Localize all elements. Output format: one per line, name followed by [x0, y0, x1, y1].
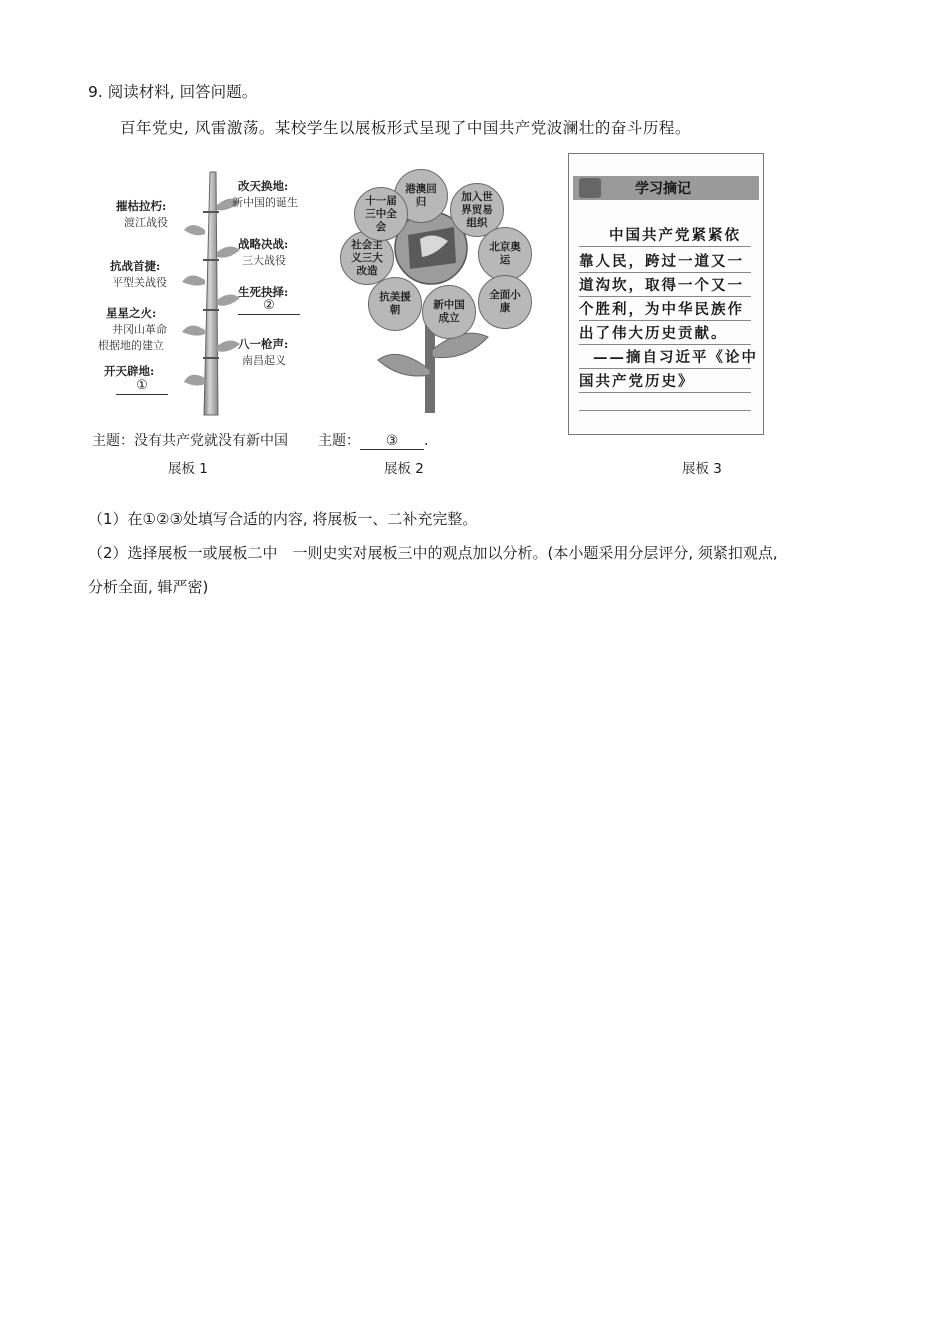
- question-title: 9. 阅读材料, 回答问题。: [88, 83, 258, 101]
- petal: 新中国成立: [422, 285, 476, 339]
- notes-line: 个胜利，为中华民族作: [579, 300, 751, 321]
- notes-header: [573, 176, 759, 200]
- board1-caption: 展板 1: [168, 461, 208, 477]
- board3-caption: 展板 3: [682, 461, 722, 477]
- board1-label: 抗战首捷:: [110, 259, 161, 273]
- question-intro: 百年党史, 风雷激荡。某校学生以展板形式呈现了中国共产党波澜壮的奋斗历程。: [120, 119, 691, 137]
- petal: 全面小康: [478, 275, 532, 329]
- board1-label: 摧枯拉朽:: [116, 199, 167, 213]
- petal: 抗美援朝: [368, 277, 422, 331]
- board-3-notes: [568, 153, 764, 435]
- board1-sub: 南昌起义: [242, 354, 286, 367]
- board1-label: 星星之火:: [106, 306, 157, 320]
- board-1-bamboo: [92, 160, 322, 422]
- notes-blank-line: [579, 400, 751, 411]
- board1-theme: 主题：没有共产党就没有新中国: [92, 433, 288, 449]
- board1-label: 八一枪声:: [238, 337, 289, 351]
- board-2-flower: [338, 165, 538, 420]
- blank-2: ②: [238, 298, 300, 315]
- subquestion-2-line1: （2）选择展板一或展板二中 一则史实对展板三中的观点加以分析。(本小题采用分层评分, 须紧扣观点,: [88, 544, 778, 562]
- blank-1: ①: [116, 378, 168, 395]
- notes-title: 学习摘记: [635, 181, 691, 197]
- board1-sub: 渡江战役: [124, 216, 168, 229]
- petal: 社会主义三大改造: [340, 231, 394, 285]
- board1-sub: 新中国的诞生: [232, 196, 298, 209]
- board1-sub: 三大战役: [242, 254, 286, 267]
- notes-line: 道沟坎，取得一个又一: [579, 276, 751, 297]
- notes-line: ——摘自习近平《论中: [579, 348, 751, 369]
- board2-theme: 主题： ③ .: [318, 433, 429, 449]
- petal: 十一届三中全会: [354, 187, 408, 241]
- board1-label: 改天换地:: [238, 179, 289, 193]
- board1-sub: 平型关战役: [112, 276, 167, 289]
- notes-line: 中国共产党紧紧依: [579, 226, 751, 247]
- petal: 北京奥运: [478, 227, 532, 281]
- board1-label: 开天辟地:: [104, 364, 155, 378]
- board1-sub: 根据地的建立: [98, 339, 164, 352]
- notes-line: 国共产党历史》: [579, 372, 751, 393]
- board1-sub: 井冈山革命: [112, 323, 167, 336]
- notes-line: 靠人民，跨过一道又一: [579, 252, 751, 273]
- subquestion-2-line2: 分析全面, 辑严密): [88, 578, 209, 596]
- notebook-icon: [579, 178, 601, 198]
- blank-3: ③: [360, 433, 424, 450]
- board1-label: 战略决战:: [238, 237, 289, 251]
- board1-label: 生死抉择:: [238, 285, 289, 299]
- subquestion-1: （1）在①②③处填写合适的内容, 将展板一、二补充完整。: [88, 510, 478, 528]
- board2-caption: 展板 2: [384, 461, 424, 477]
- petal: 加入世界贸易组织: [450, 183, 504, 237]
- petal: 港澳回归: [394, 169, 448, 223]
- notes-line: 出了伟大历史贡献。: [579, 324, 751, 345]
